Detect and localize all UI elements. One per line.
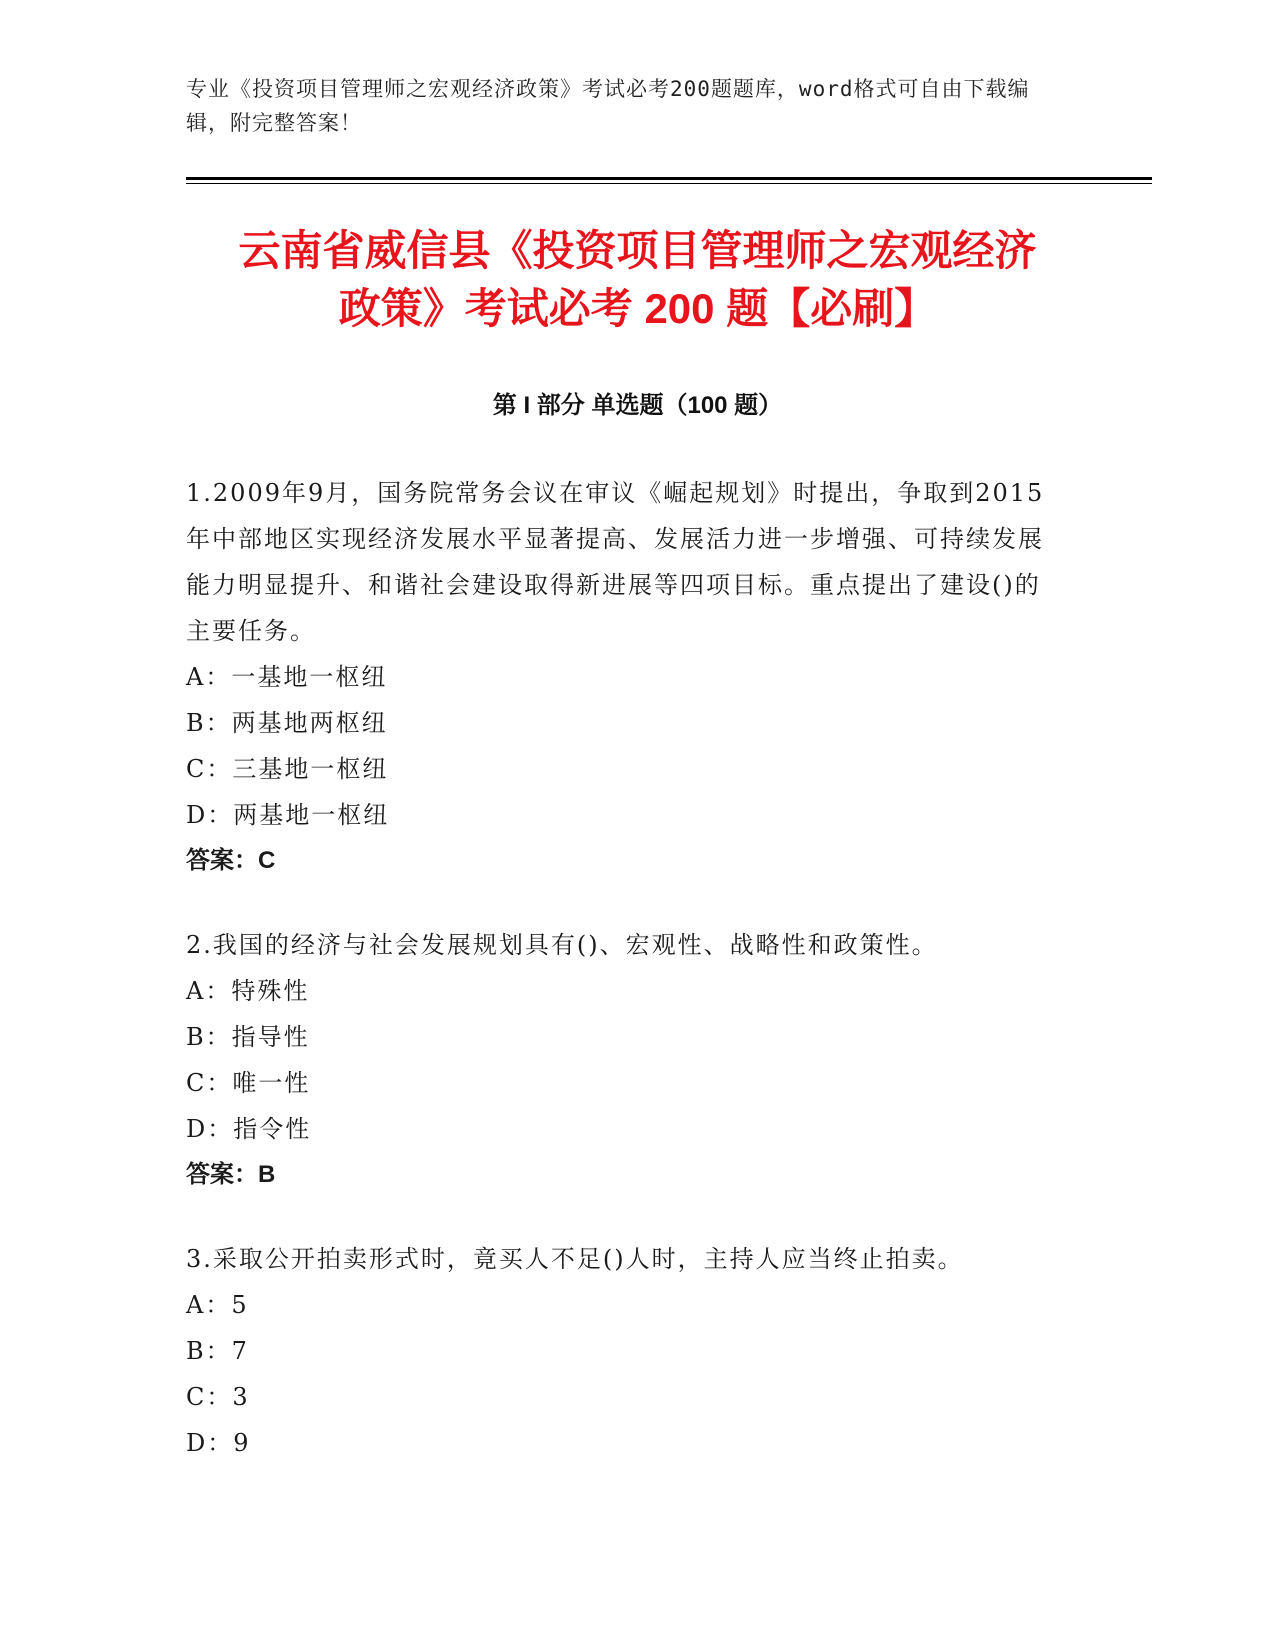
document-title-line-1: 云南省威信县《投资项目管理师之宏观经济 xyxy=(238,227,1037,274)
option-c: C：唯一性 xyxy=(186,1069,311,1097)
question-3 xyxy=(186,1236,1066,1466)
option-c: C：3 xyxy=(186,1383,250,1411)
header-note: 专业《投资项目管理师之宏观经济政策》考试必考200题题库，word格式可自由下载编辑，附完整答案！ xyxy=(186,77,1030,135)
option-d: D：指令性 xyxy=(186,1115,312,1143)
option-b: B：指导性 xyxy=(186,1023,310,1051)
answer: 答案：C xyxy=(186,847,276,874)
header-divider-thin xyxy=(186,183,1152,184)
document-title xyxy=(170,222,1105,338)
option-d: D：9 xyxy=(186,1429,251,1457)
header-divider-thick xyxy=(186,177,1152,180)
question-1 xyxy=(186,470,1066,884)
option-b: B：7 xyxy=(186,1337,249,1365)
option-a: A：特殊性 xyxy=(186,977,310,1005)
option-d: D：两基地一枢纽 xyxy=(186,801,390,829)
option-a: A：5 xyxy=(186,1291,249,1319)
question-list xyxy=(186,470,1066,1504)
option-c: C：三基地一枢纽 xyxy=(186,755,389,783)
question-2 xyxy=(186,922,1066,1198)
option-b: B：两基地两枢纽 xyxy=(186,709,388,737)
document-title-line-2: 政策》考试必考 200 题【必刷】 xyxy=(338,285,937,332)
answer: 答案：B xyxy=(186,1161,276,1188)
question-stem: 2.我国的经济与社会发展规划具有()、宏观性、战略性和政策性。 xyxy=(186,931,938,959)
section-title: 第 I 部分 单选题（100 题） xyxy=(492,392,783,419)
question-stem: 3.采取公开拍卖形式时，竟买人不足()人时，主持人应当终止拍卖。 xyxy=(186,1245,964,1273)
option-a: A：一基地一枢纽 xyxy=(186,663,388,691)
question-stem: 1.2009年9月，国务院常务会议在审议《崛起规划》时提出，争取到2015年中部地区实现经济发展水平显著提高、发展活力进一步增强、可持续发展能力明显提升、和谐社会建设取得新进展等四项目标。重点提出了建设()的主要任务。 xyxy=(186,479,1045,645)
